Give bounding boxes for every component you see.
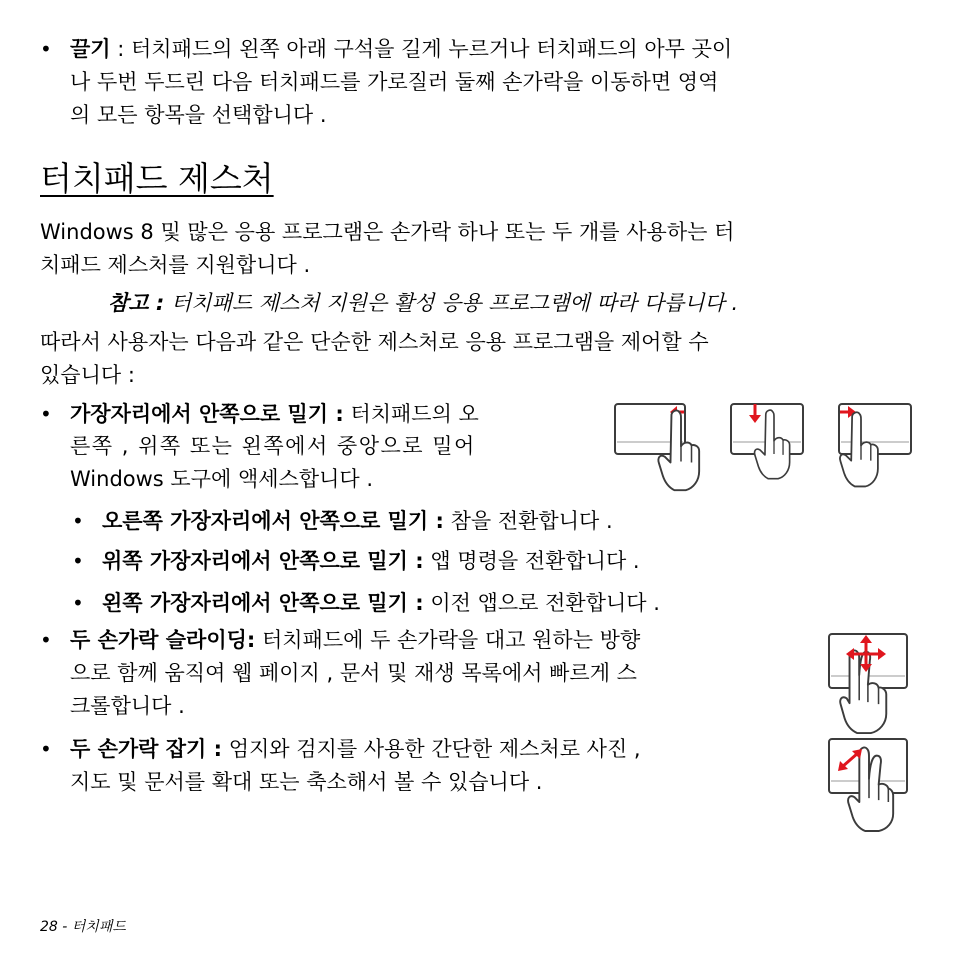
sub-bullet-dot: • (72, 509, 84, 533)
item-edge-line-2: 른쪽 , 위쪽 또는 왼쪽에서 중앙으로 밀어 (70, 434, 476, 458)
sub-bullet-dot: • (72, 591, 84, 615)
item-edge-line-1 (70, 399, 479, 430)
swipe-right-figure (612, 402, 708, 494)
subitem-right-term: 오른쪽 가장자리에서 안쪽으로 밀기 : (102, 509, 444, 533)
intro-line-1 (70, 34, 732, 65)
footer-label: 터치패드 (71, 919, 126, 935)
footer-sep: - (57, 919, 72, 935)
note (108, 288, 738, 319)
item-scroll-line-1 (70, 625, 640, 656)
subitem-top-term: 위쪽 가장자리에서 안쪽으로 밀기 : (102, 549, 424, 573)
bullet-dot: • (40, 37, 52, 61)
intro-term: 끌기 (70, 37, 111, 61)
item-pinch-line-1 (70, 734, 641, 765)
pinch-zoom-icon (826, 737, 910, 835)
subitem-left-text: 이전 앱으로 전환합니다 . (423, 591, 660, 615)
para-line-2: 있습니다 : (40, 363, 135, 387)
swipe-from-left-edge-icon (836, 402, 916, 492)
item-edge-term: 가장자리에서 안쪽으로 밀기 : (70, 402, 344, 426)
section-intro-line-2: 치패드 제스처를 지원합니다 . (40, 253, 311, 277)
page-footer (40, 918, 126, 936)
intro-sep: : (110, 37, 132, 61)
scroll-figure (826, 632, 910, 742)
subitem-left-edge (102, 588, 660, 619)
subitem-top-text: 앱 명령을 전환합니다 . (423, 549, 640, 573)
swipe-from-top-edge-icon (728, 402, 808, 482)
sub-bullet-dot: • (72, 549, 84, 573)
item-pinch-text-1: 엄지와 검지를 사용한 간단한 제스처로 사진 , (222, 737, 641, 761)
subitem-left-term: 왼쪽 가장자리에서 안쪽으로 밀기 : (102, 591, 424, 615)
item-scroll-line-3: 크롤합니다 . (70, 694, 185, 718)
bullet-dot: • (40, 402, 52, 426)
subitem-right-edge (102, 506, 613, 537)
two-finger-scroll-icon (826, 632, 910, 742)
bullet-dot: • (40, 628, 52, 652)
swipe-from-right-edge-icon (612, 402, 708, 494)
section-title: 터치패드 제스처 (40, 159, 274, 198)
swipe-top-figure (728, 402, 808, 482)
page-number: 28 (40, 919, 58, 935)
subitem-top-edge (102, 546, 640, 577)
subitem-right-text: 참을 전환합니다 . (443, 509, 613, 533)
item-edge-line-3: Windows 도구에 액세스합니다 . (70, 467, 374, 491)
item-scroll-line-2: 으로 함께 움직여 웹 페이지 , 문서 및 재생 목록에서 빠르게 스 (70, 661, 637, 685)
item-scroll-text-1: 터치패드에 두 손가락을 대고 원하는 방향 (255, 628, 641, 652)
item-pinch-line-2: 지도 및 문서를 확대 또는 축소해서 볼 수 있습니다 . (70, 770, 543, 794)
bullet-dot: • (40, 737, 52, 761)
item-pinch-term: 두 손가락 잡기 : (70, 737, 223, 761)
intro-line-2: 나 두번 두드린 다음 터치패드를 가로질러 둘째 손가락을 이동하면 영역 (70, 70, 719, 94)
intro-text-1: 터치패드의 왼쪽 아래 구석을 길게 누르거나 터치패드의 아무 곳이 (131, 37, 733, 61)
intro-line-3: 의 모든 항목을 선택합니다 . (70, 103, 327, 127)
section-intro-line-1: Windows 8 및 많은 응용 프로그램은 손가락 하나 또는 두 개를 사용하는 터 (40, 220, 735, 244)
note-label: 참고 : (108, 291, 165, 315)
item-edge-text-1: 터치패드의 오 (343, 402, 479, 426)
pinch-figure (826, 737, 910, 835)
para-line-1: 따라서 사용자는 다음과 같은 단순한 제스처로 응용 프로그램을 제어할 수 (40, 330, 709, 354)
swipe-left-figure (836, 402, 916, 492)
item-scroll-term: 두 손가락 슬라이딩: (70, 628, 256, 652)
note-text: 터치패드 제스처 지원은 활성 응용 프로그램에 따라 다릅니다 . (164, 291, 739, 315)
